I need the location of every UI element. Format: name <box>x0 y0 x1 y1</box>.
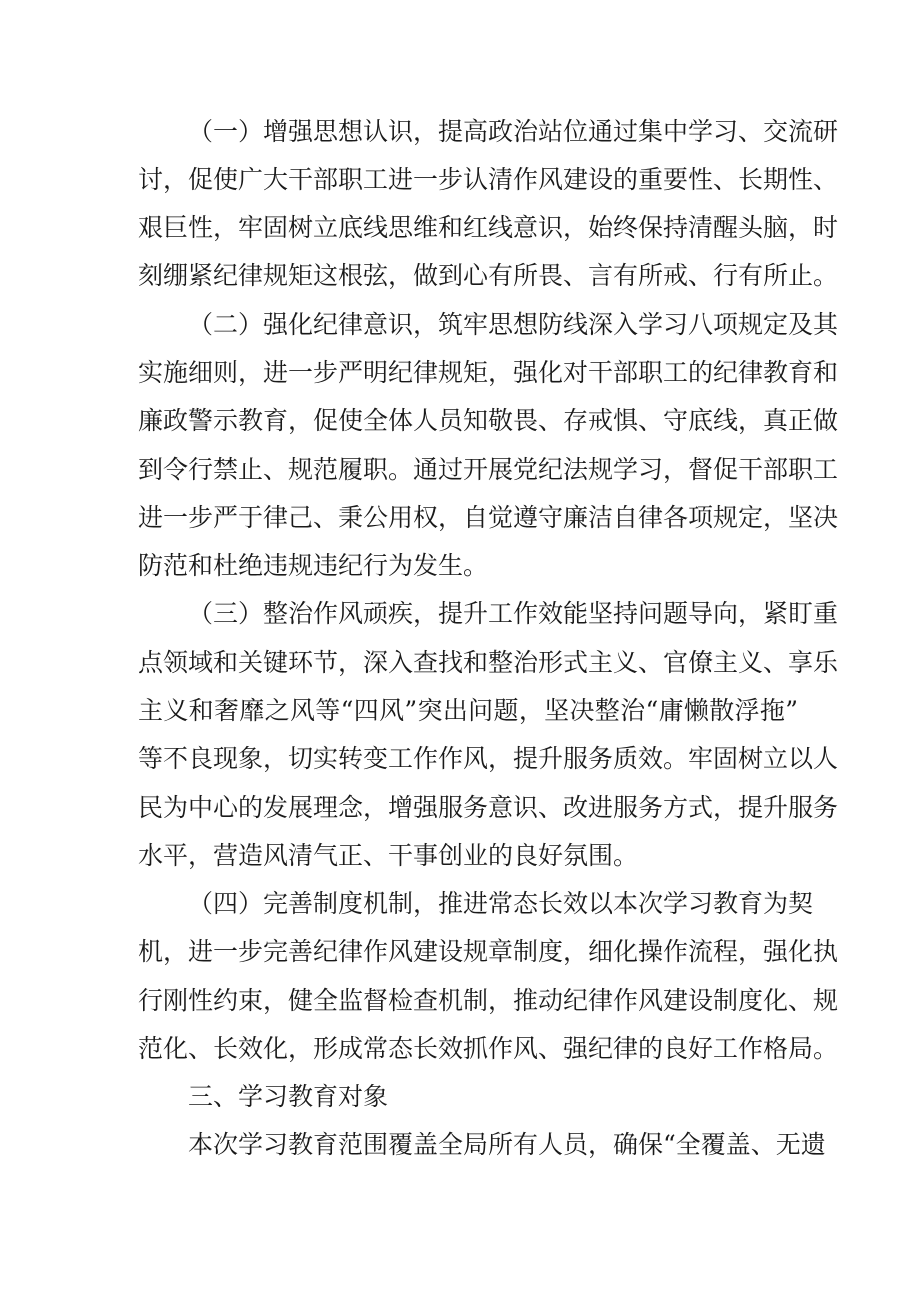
para-4-line-1: （四）完善制度机制，推进常态长效以本次学习教育为契 <box>188 889 814 918</box>
para-2-line-4: 到令行禁止、规范履职。通过开展党纪法规学习，督促干部职工 <box>138 455 839 484</box>
para-1-line-3: 艰巨性，牢固树立底线思维和红线意识，始终保持清醒头脑，时 <box>138 213 839 242</box>
para-1-line-4: 刻绷紧纪律规矩这根弦，做到心有所畏、言有所戒、行有所止。 <box>138 261 839 290</box>
para-3-line-6: 水平，营造风清气正、干事创业的良好氛围。 <box>138 841 639 870</box>
section-heading: 三、学习教育对象 <box>188 1082 389 1111</box>
para-2-line-6: 防范和杜绝违规违纪行为发生。 <box>138 551 489 580</box>
para-1-line-2: 讨，促使广大干部职工进一步认清作风建设的重要性、长期性、 <box>138 165 839 194</box>
para-3-line-4: 等不良现象，切实转变工作作风，提升服务质效。牢固树立以人 <box>138 744 839 773</box>
trailing-line: 本次学习教育范围覆盖全局所有人员，确保“全覆盖、无遗 <box>188 1130 826 1159</box>
para-3-line-1: （三）整治作风顽疾，提升工作效能坚持问题导向，紧盯重 <box>188 599 839 628</box>
para-3-line-5: 民为中心的发展理念，增强服务意识、改进服务方式，提升服务 <box>138 793 839 822</box>
para-3-line-2: 点领域和关键环节，深入查找和整治形式主义、官僚主义、享乐 <box>138 648 839 677</box>
para-2-line-1: （二）强化纪律意识，筑牢思想防线深入学习八项规定及其 <box>188 310 839 339</box>
para-2-line-5: 进一步严于律己、秉公用权，自觉遵守廉洁自律各项规定，坚决 <box>138 503 839 532</box>
para-4-line-4: 范化、长效化，形成常态长效抓作风、强纪律的良好工作格局。 <box>138 1034 839 1063</box>
para-4-line-2: 机，进一步完善纪律作风建设规章制度，细化操作流程，强化执 <box>138 937 839 966</box>
para-3-line-3: 主义和奢靡之风等“四风”突出问题，坚决整治“庸懒散浮拖” <box>138 696 798 725</box>
para-1-line-1: （一）增强思想认识，提高政治站位通过集中学习、交流研 <box>188 117 839 146</box>
para-4-line-3: 行刚性约束，健全监督检查机制，推动纪律作风建设制度化、规 <box>138 986 839 1015</box>
para-2-line-3: 廉政警示教育，促使全体人员知敬畏、存戒惧、守底线，真正做 <box>138 406 839 435</box>
para-2-line-2: 实施细则，进一步严明纪律规矩，强化对干部职工的纪律教育和 <box>138 358 839 387</box>
